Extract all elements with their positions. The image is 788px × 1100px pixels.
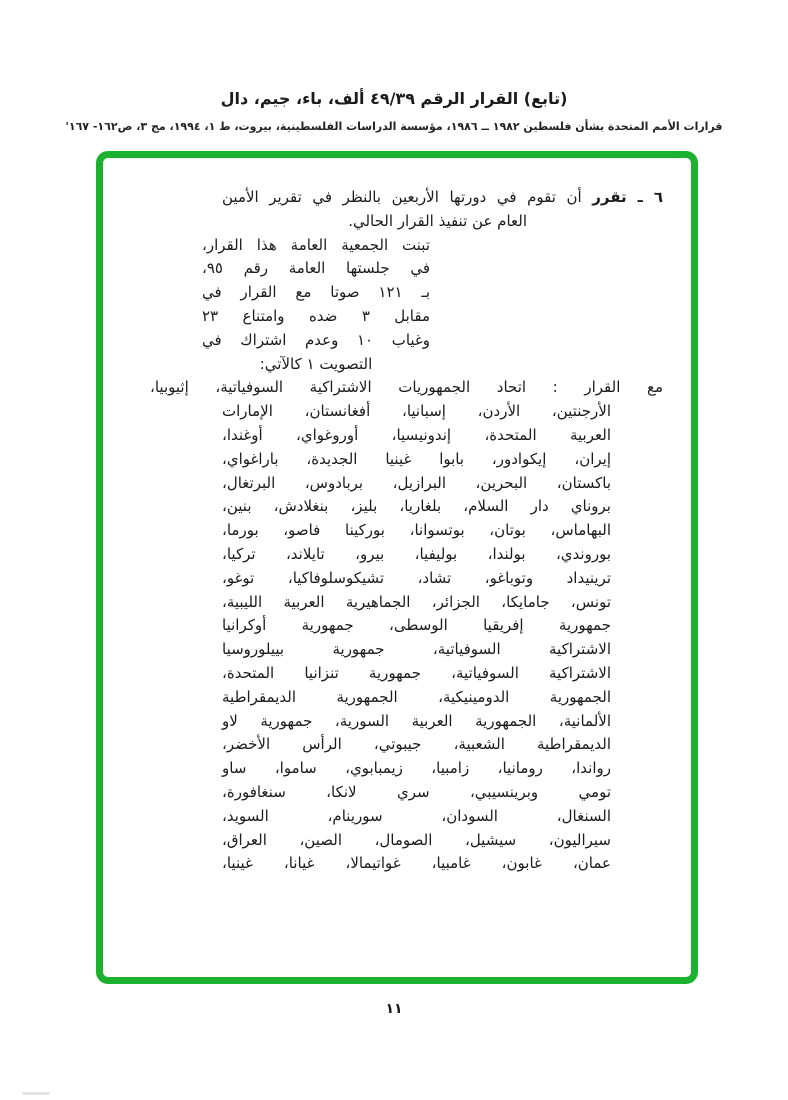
adoption-line: وغياب ١٠ وعدم اشتراك في [202,330,430,349]
adoption-line: في جلستها العامة رقم ٩٥، [202,259,430,278]
vote-country-line: تومي وبرينسيبي، سري لانكا، سنغافورة، [222,782,611,801]
page-number: ١١ [385,1001,403,1017]
vote-country-line: الاشتراكية السوفياتية، جمهورية تنزانيا المتحدة، [222,663,611,682]
document-body [150,186,663,876]
vote-country-line: الديمقراطية الشعبية، جيبوتي، الرأس الأخضر، [222,735,611,754]
adoption-line: مقابل ٣ ضده وامتناع ٢٣ [202,306,430,325]
vote-country-line: الأرجنتين، الأردن، إسبانيا، أفغانستان، الإمارات [222,402,611,421]
vote-country-line: باكستان، البحرين، البرازيل، بربادوس، البرتغال، [222,473,611,492]
vote-first-countries: اتحاد الجمهوريات الاشتراكية السوفياتية، إثيوبيا، [150,378,527,397]
vote-country-line: بروناي دار السلام، بلغاريا، بليز، بنغلادش، بنين، [222,497,611,516]
vote-country-line: الاشتراكية السوفياتية، جمهورية بييلوروسيا [222,640,611,659]
vote-for-label: مع القرار : [552,378,663,397]
source-citation: قرارات الأمم المتحدة بشأن فلسطين ١٩٨٢ ــ ١٩٨٦، مؤسسة الدراسات الفلسطينية، بيروت، ط ١، ١٩٩٤، مج ٣، ص١٦٢- ١٦٧' [65,120,723,133]
vote-country-line: السنغال، السودان، سورينام، السويد، [222,806,611,825]
vote-list-first-line [150,376,663,400]
vote-country-line: الألمانية، الجمهورية العربية السورية، جمهورية لاو [222,711,611,730]
paragraph-6-line-2: العام عن تنفيذ القرار الحالي. [348,211,527,230]
vote-country-line: الجمهورية الدومينيكية، الجمهورية الديمقراطية [222,687,611,706]
scan-smudge-artifact [22,1092,50,1095]
vote-country-line: سيراليون، سيشيل، الصومال، الصين، العراق، [222,830,611,849]
vote-country-line: جمهورية إفريقيا الوسطى، جمهورية أوكرانيا [222,616,611,635]
vote-country-line: العربية المتحدة، إندونيسيا، أوروغواي، أوغندا، [222,425,611,444]
vote-country-line: عمان، غابون، غامبيا، غواتيمالا، غيانا، غينيا، [222,854,611,873]
adoption-line: تبنت الجمعية العامة هذا القرار، [202,235,430,254]
vote-country-line: تونس، جامايكا، الجزائر، الجماهيرية العربية الليبية، [222,592,611,611]
document-title: (تابع) القرار الرقم ٤٩/٣٩ ألف، باء، جيم، دال [220,89,568,108]
vote-country-line: إيران، إيكوادور، بابوا غينيا الجديدة، باراغواي، [222,449,611,468]
vote-country-line: بوروندي، بولندا، بوليفيا، بيرو، تايلاند، تركيا، [222,544,611,563]
vote-country-line: البهاماس، بوتان، بوتسوانا، بوركينا فاصو، بورما، [222,521,611,540]
adoption-line: التصويت ١ كالآتي: [259,354,373,373]
vote-country-line: رواندا، رومانيا، زامبيا، زيمبابوي، ساموا، ساو [222,759,611,778]
paragraph-6-line-1 [222,186,663,210]
paragraph-6-number: ٦ ـ تقرر [592,188,663,206]
paragraph-6-text: أن تقوم في دورتها الأربعين بالنظر في تقرير الأمين [222,188,582,206]
vote-country-list [150,400,663,876]
adoption-line: بـ ١٢١ صوتا مع القرار في [202,283,430,302]
adoption-statement [202,234,430,377]
vote-country-line: ترينيداد وتوباغو، تشاد، تشيكوسلوفاكيا، توغو، [222,568,611,587]
